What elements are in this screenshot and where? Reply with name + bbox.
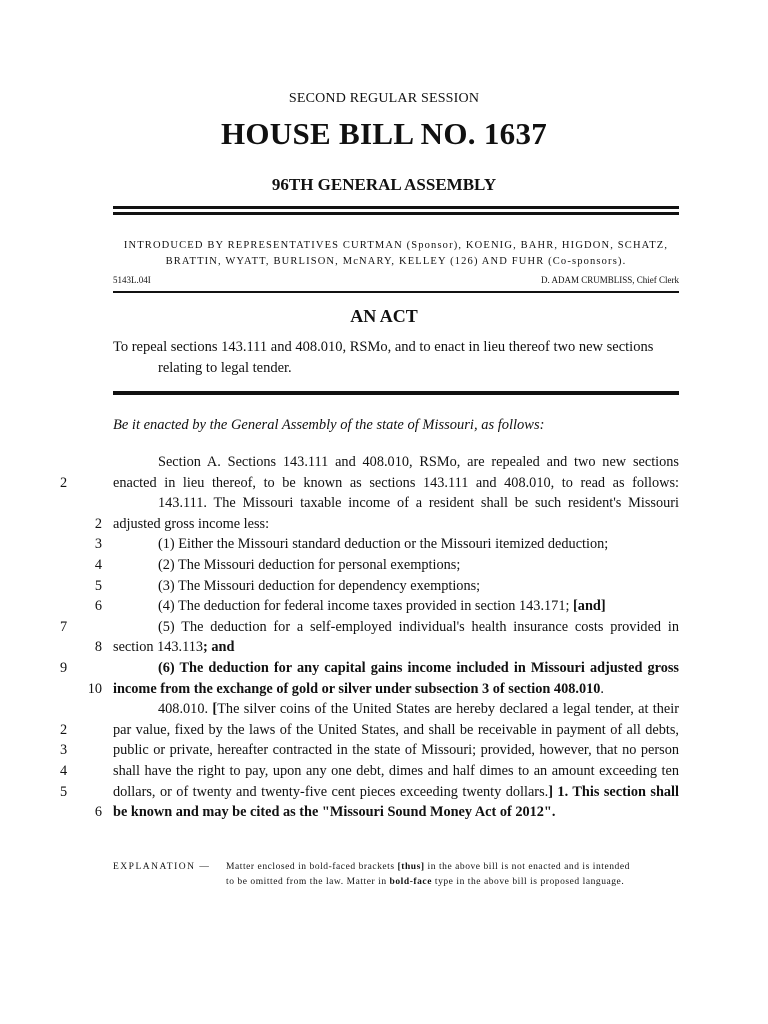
explanation-label: EXPLANATION — xyxy=(113,862,211,872)
bracketed-deletion: [and] xyxy=(573,598,606,615)
act-purpose xyxy=(113,337,679,379)
body-line xyxy=(87,679,679,700)
line-number: 3 xyxy=(60,742,68,759)
explanation-line-1 xyxy=(226,860,686,875)
sponsors-line-2: BRATTIN, WYATT, BURLISON, McNARY, KELLEY (126) AND FUHR (Co-sponsors). xyxy=(165,256,627,267)
line-number: 3 xyxy=(94,536,102,553)
body-text: (2) The Missouri deduction for personal exemptions; xyxy=(158,556,461,573)
line-number: 2 xyxy=(60,721,68,738)
act-rule xyxy=(113,391,679,395)
body-text: public or private, hereafter contracted in the state of Missouri; provided, however, that no person xyxy=(113,742,679,759)
explanation-text-part: in the above bill is not enacted and is intended xyxy=(424,862,630,872)
body-text: enacted in lieu thereof, to be known as sections 143.111 and 408.010, to read as follows: xyxy=(113,474,679,491)
purpose-line-1: To repeal sections 143.111 and 408.010, RSMo, and to enact in lieu thereof two new sections xyxy=(113,339,654,355)
body-line xyxy=(113,493,679,514)
body-text: (1) Either the Missouri standard deduction or the Missouri itemized deduction; xyxy=(158,536,609,553)
clerk-rule xyxy=(113,291,679,293)
body-line xyxy=(60,740,679,761)
body-text: Section A. Sections 143.111 and 408.010, RSMo, are repealed and two new sections xyxy=(158,454,679,470)
body-text: par value, fixed by the laws of the United States, and shall be receivable in payment of all debts, xyxy=(113,721,679,738)
bill-title: HOUSE BILL NO. 1637 xyxy=(220,116,548,151)
body-text: . xyxy=(600,680,604,697)
body-line xyxy=(94,596,679,617)
body-line xyxy=(60,782,679,803)
line-number: 5 xyxy=(94,577,102,594)
explanation-text-part: Matter enclosed in bold-faced brackets xyxy=(226,862,398,872)
line-number: 2 xyxy=(94,515,102,532)
line-number: 2 xyxy=(60,474,68,491)
session-label: SECOND REGULAR SESSION xyxy=(288,91,480,106)
explanation-bold-part: bold-face xyxy=(389,877,432,887)
explanation-line-2 xyxy=(226,875,686,890)
bill-body xyxy=(60,452,680,823)
line-number: 7 xyxy=(60,618,68,635)
body-line xyxy=(60,761,679,782)
purpose-line-2: relating to legal tender. xyxy=(158,360,292,376)
sponsors-block xyxy=(108,238,684,270)
header-double-rule xyxy=(113,206,679,215)
sponsors-line-1: INTRODUCED BY REPRESENTATIVES CURTMAN (Sponsor), KOENIG, BAHR, HIGDON, SCHATZ, xyxy=(123,240,669,251)
body-line xyxy=(60,658,679,679)
explanation-text xyxy=(226,860,686,890)
chief-clerk: D. ADAM CRUMBLISS, Chief Clerk xyxy=(540,275,679,285)
body-line xyxy=(94,555,679,576)
body-line xyxy=(94,576,679,597)
body-line xyxy=(94,514,679,535)
explanation-bold-part: [thus] xyxy=(397,862,425,872)
body-text: section 143.113 xyxy=(113,639,204,656)
proposed-text: income from the exchange of gold or silver under subsection 3 of section 408.010 xyxy=(113,680,601,697)
proposed-text: be known and may be cited as the "Missouri Sound Money Act of 2012". xyxy=(113,804,556,821)
body-line xyxy=(60,617,679,638)
body-line xyxy=(60,473,679,494)
line-number: 9 xyxy=(60,659,68,676)
proposed-text: (6) The deduction for any capital gains income included in Missouri adjusted gross xyxy=(158,659,679,676)
body-line xyxy=(113,452,679,473)
body-text: 408.010. xyxy=(158,701,209,718)
body-line xyxy=(94,534,679,555)
assembly-label: 96TH GENERAL ASSEMBLY xyxy=(271,175,497,194)
body-text: (3) The Missouri deduction for dependency exemptions; xyxy=(158,577,481,594)
line-number: 8 xyxy=(94,639,102,656)
body-text: adjusted gross income less: xyxy=(113,515,270,532)
line-number: 10 xyxy=(87,680,102,697)
body-text: 143.111. The Missouri taxable income of a resident shall be such resident's Missouri xyxy=(158,495,679,512)
line-number: 6 xyxy=(94,804,102,821)
act-heading: AN ACT xyxy=(350,306,418,326)
body-text: (4) The deduction for federal income taxes provided in section 143.171; xyxy=(158,598,570,615)
body-line xyxy=(94,802,679,823)
bracketed-deletion: [ xyxy=(212,701,218,718)
body-text: The silver coins of the United States are hereby declared a legal tender, at their xyxy=(217,701,680,718)
body-text: shall have the right to pay, upon any one debt, dimes and half dimes to an amount exceeding ten xyxy=(113,762,679,779)
line-number: 4 xyxy=(94,556,102,573)
line-number: 5 xyxy=(60,783,68,800)
proposed-text: ] 1. This section shall xyxy=(548,783,679,800)
body-text: dollars, or of twenty and twenty-five cent pieces exceeding twenty dollars. xyxy=(113,783,549,800)
enacting-clause: Be it enacted by the General Assembly of the state of Missouri, as follows: xyxy=(113,417,545,433)
explanation-text-part: type in the above bill is proposed language. xyxy=(431,877,625,887)
bill-code: 5143L.04I xyxy=(113,275,151,285)
explanation-text-part: to be omitted from the law. Matter in xyxy=(226,877,390,887)
line-number: 4 xyxy=(60,762,68,779)
body-line xyxy=(60,720,679,741)
line-number: 6 xyxy=(94,598,102,615)
body-text: (5) The deduction for a self-employed individual's health insurance costs provided in xyxy=(158,618,679,635)
body-line xyxy=(113,699,679,720)
body-line xyxy=(94,637,679,658)
proposed-text: ; and xyxy=(203,639,235,656)
